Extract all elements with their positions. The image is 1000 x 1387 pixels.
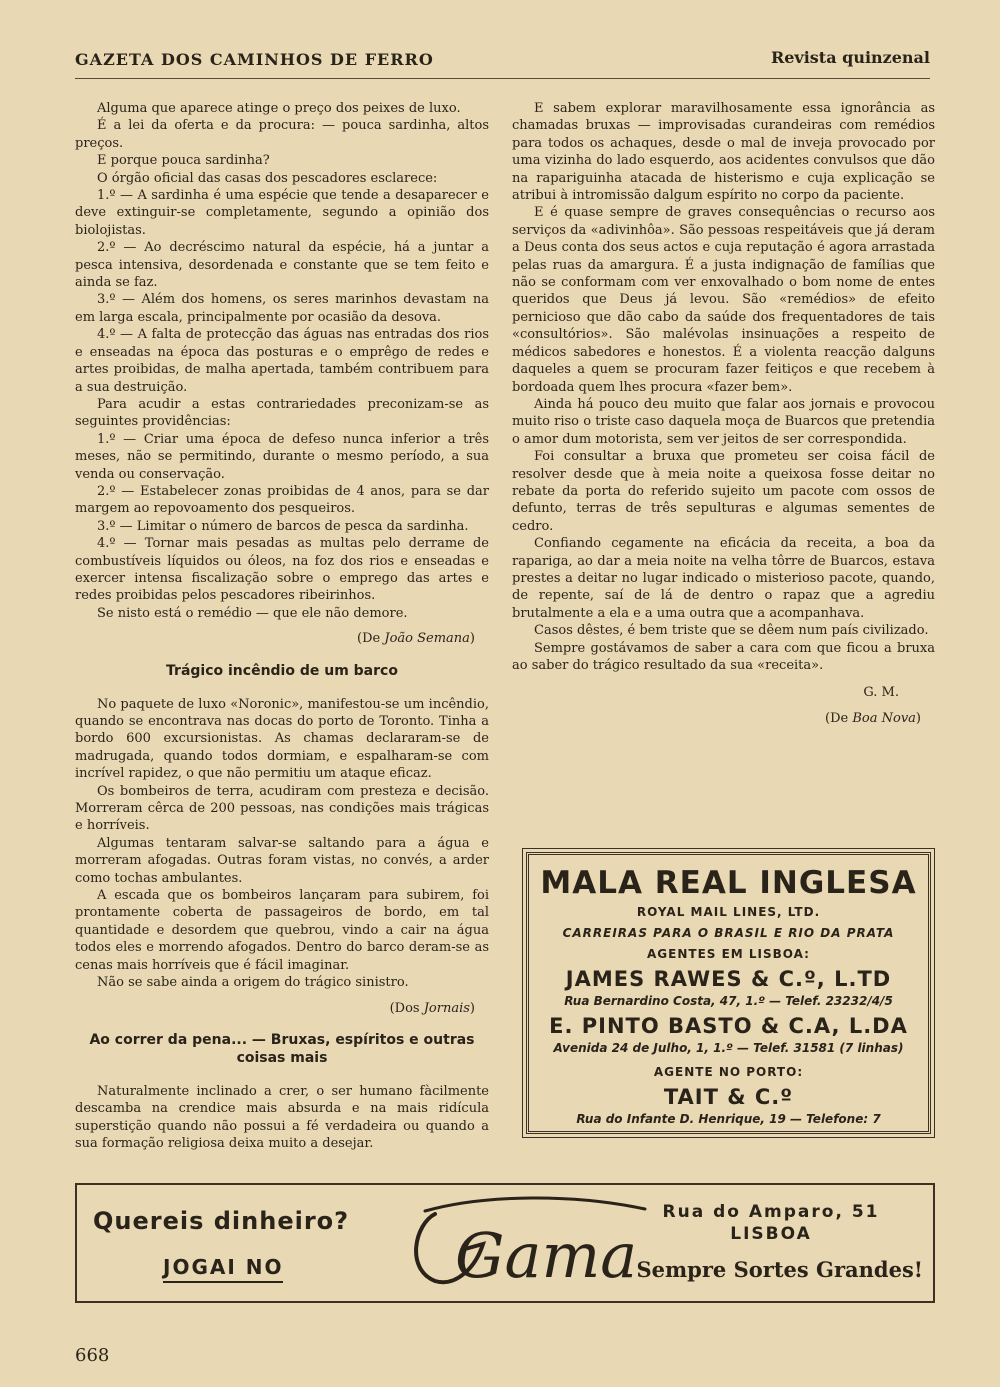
- paragraph: 2.º — Ao decréscimo natural da espécie, há a juntar a pesca intensiva, desordenada e constante que se tem feito e ainda se faz.: [75, 240, 489, 291]
- paragraph: Alguma que aparece atinge o preço dos peixes de luxo.: [97, 101, 461, 116]
- source-name: Boa Nova: [852, 710, 916, 726]
- agent-porto-label: AGENTE NO PORTO:: [653, 1065, 804, 1079]
- section-heading: Ao correr da pena... — Bruxas, espíritos e outras coisas mais: [89, 1031, 475, 1066]
- advert-routes: CARREIRAS PARA O BRASIL E RIO DA PRATA: [562, 926, 895, 940]
- paragraph: Naturalmente inclinado a crer, o ser humano fàcilmente descamba na crendice mais absurda e na mais ridícula superstição quando não possui a fé verdadeira ou quando a sua formação religiosa deixa muito a desejar.: [75, 1083, 489, 1152]
- paragraph: 4.º — Tornar mais pesadas as multas pelo derrame de combustíveis líquidos ou óleos, na foz dos rios e enseadas e exercer intensa fiscalização sobre o emprego das artes e redes proibidas pelos pescadores ribeirinhos.: [75, 536, 489, 604]
- paragraph: É a lei da oferta e da procura: — pouca sardinha, altos preços.: [75, 118, 489, 151]
- agents-lisboa-label: AGENTES EM LISBOA:: [647, 947, 810, 961]
- header-rule: [75, 78, 930, 79]
- paragraph: 1.º — A sardinha é uma espécie que tende a desaparecer e deve extinguir-se completamente, segundo a opinião dos biolojistas.: [75, 188, 489, 238]
- advert-play: JOGAI NO: [163, 1255, 283, 1283]
- paragraph: Não se sabe ainda a origem do trágico sinistro.: [97, 975, 409, 991]
- gama-logo-text: Gama: [455, 1219, 638, 1292]
- advert-address: [621, 1201, 921, 1245]
- advert-slogan: Sempre Sortes Grandes!: [636, 1257, 923, 1282]
- article-incendio: [75, 696, 489, 1017]
- page-number: 668: [75, 1345, 110, 1366]
- agent-address: Rua Bernardino Costa, 47, 1.º — Telef. 23232/4/5: [564, 994, 893, 1008]
- paragraph: 3.º — Além dos homens, os seres marinhos devastam na em larga escala, principalmente por ocasião da desova.: [75, 292, 489, 325]
- paragraph: Se nisto está o remédio — que ele não demore.: [97, 605, 408, 621]
- source-credit: (Dos Jornais): [389, 1000, 475, 1016]
- advert-mala-real: [522, 848, 935, 1138]
- address-city: LISBOA: [730, 1224, 812, 1244]
- paragraph: Os bombeiros de terra, acudiram com presteza e decisão. Morreram cêrca de 200 pessoas, nas condições mais trágicas e horríveis.: [75, 783, 489, 834]
- source-name: Jornais: [423, 1000, 470, 1016]
- paragraph: A escada que os bombeiros lançaram para subirem, foi prontamente coberta de passageiros de bordo, em tal quantidade e desordem que quebrou, vindo a cair na água todos eles e morrendo afogados. Dentro do barco deram-se as cenas mais horríveis que é fácil imaginar.: [75, 888, 489, 973]
- article-bruxas: [75, 1083, 489, 1153]
- advert-subtitle: ROYAL MAIL LINES, LTD.: [636, 905, 821, 919]
- masthead-title: GAZETA DOS CAMINHOS DE FERRO: [75, 50, 434, 69]
- agent-name: JAMES RAWES & C.º, L.TD: [565, 967, 892, 991]
- address-street: Rua do Amparo, 51: [662, 1202, 880, 1222]
- source-name: João Semana: [384, 631, 470, 647]
- paragraph: Foi consultar a bruxa que prometeu ser coisa fácil de resolver desde que à meia noite a queixosa fosse deitar no rebate da porta do referido sujeito um pacote com ossos de defunto, terras de três sepulturas e algumas sementes de cedro.: [512, 449, 935, 534]
- section-heading: Trágico incêndio de um barco: [166, 662, 398, 679]
- paragraph: Sempre gostávamos de saber a cara com que ficou a bruxa ao saber do trágico resultado da sua «receita».: [512, 640, 935, 673]
- article-sardinha: [75, 100, 489, 648]
- paragraph: Ainda há pouco deu muito que falar aos jornais e provocou muito riso o triste caso daquela moça de Buarcos que pretendia o amor dum motorista, sem ver jeitos de ser correspondida.: [512, 396, 935, 447]
- left-column: [75, 100, 489, 1153]
- advert-gama: [75, 1183, 935, 1303]
- author-signature: G. M.: [863, 685, 899, 701]
- advert-title: MALA REAL INGLESA: [540, 865, 917, 901]
- paragraph: E sabem explorar maravilhosamente essa ignorância as chamadas bruxas — improvisadas curandeiras com remédios para todos os achaques, desde o mal de inveja provocado por uma vizinha do lado esquerdo, aos acidentes convulsos que dão na rapariguinha atacada de histerismo e cuja explicação se atribui à intromissão dalgum espírito no corpo da paciente.: [512, 101, 935, 204]
- agent-address: Avenida 24 de Julho, 1, 1.º — Telef. 31581 (7 linhas): [553, 1041, 904, 1055]
- paragraph: 4.º — A falta de protecção das águas nas entradas dos rios e enseadas na época das posturas e o emprêgo de redes e artes proibidas, de malha apertada, também contribuem para a sua destruição.: [75, 327, 489, 395]
- agent-name: E. PINTO BASTO & C.A, L.DA: [549, 1014, 908, 1038]
- source-credit: (De João Semana): [357, 631, 475, 647]
- paragraph: E porque pouca sardinha?: [97, 153, 270, 169]
- paragraph: 2.º — Estabelecer zonas proibidas de 4 anos, para se dar margem ao repovoamento dos pesqueiros.: [75, 483, 489, 517]
- paragraph: O órgão oficial das casas dos pescadores esclarece:: [97, 170, 438, 186]
- paragraph: Casos dêstes, é bem triste que se dêem num país civilizado.: [534, 623, 929, 639]
- paragraph: No paquete de luxo «Noronic», manifestou-se um incêndio, quando se encontrava nas docas do porto de Toronto. Tinha a bordo 600 excursionistas. As chamas declararam-se de madrugada, quando todos dormiam, e espalharam-se com incrível rapidez, o que não permitiu um ataque eficaz.: [75, 696, 489, 782]
- agent-address: Rua do Infante D. Henrique, 19 — Telefone: 7: [576, 1112, 881, 1126]
- paragraph: Algumas tentaram salvar-se saltando para a água e morreram afogadas. Outras foram vistas, no convés, a arder como tochas ambulantes.: [75, 835, 489, 886]
- paragraph: 1.º — Criar uma época de defeso nunca inferior a três meses, não se permitindo, durante o mesmo período, a sua venda ou conservação.: [75, 431, 489, 482]
- paragraph: 3.º — Limitar o número de barcos de pesca da sardinha.: [97, 518, 469, 534]
- masthead-subtitle: Revista quinzenal: [770, 48, 930, 67]
- paragraph: E é quase sempre de graves consequências o recurso aos serviços da «adivinhôa». São pessoas respeitáveis que já deram a Deus conta dos seus actos e cuja reputação é agora arrastada pelas ruas da amargura. É a justa indignação de famílias que não se conformam com ver enxovalhado o bom nome de entes queridos que Deus já levou. São «remédios» de efeito pernicioso que dão cabo da saúde dos frequentadores de tais «consultórios». São malévolas insinuações a respeito de médicos sabedores e honestos. É a violenta reacção dalguns daqueles a quem se procuram fazer feitiços e que recebem à bordoada quem lhes procura «fazer bem».: [512, 205, 935, 395]
- paragraph: Confiando cegamente na eficácia da receita, a boa da rapariga, ao dar a meia noite na velha tôrre de Buarcos, estava prestes a deitar no lugar indicado o misterioso pacote, quando, de repente, saí de lá de dentro o rapaz que a agrediu brutalmente a ela e a uma outra que a acompanhava.: [512, 536, 935, 621]
- right-column: [512, 100, 935, 737]
- paragraph: Para acudir a estas contrariedades preconizam-se as seguintes providências:: [75, 396, 489, 430]
- advert-question: Quereis dinheiro?: [93, 1207, 350, 1235]
- agent-name: TAIT & C.º: [663, 1085, 794, 1109]
- source-credit: (De Boa Nova): [825, 710, 921, 726]
